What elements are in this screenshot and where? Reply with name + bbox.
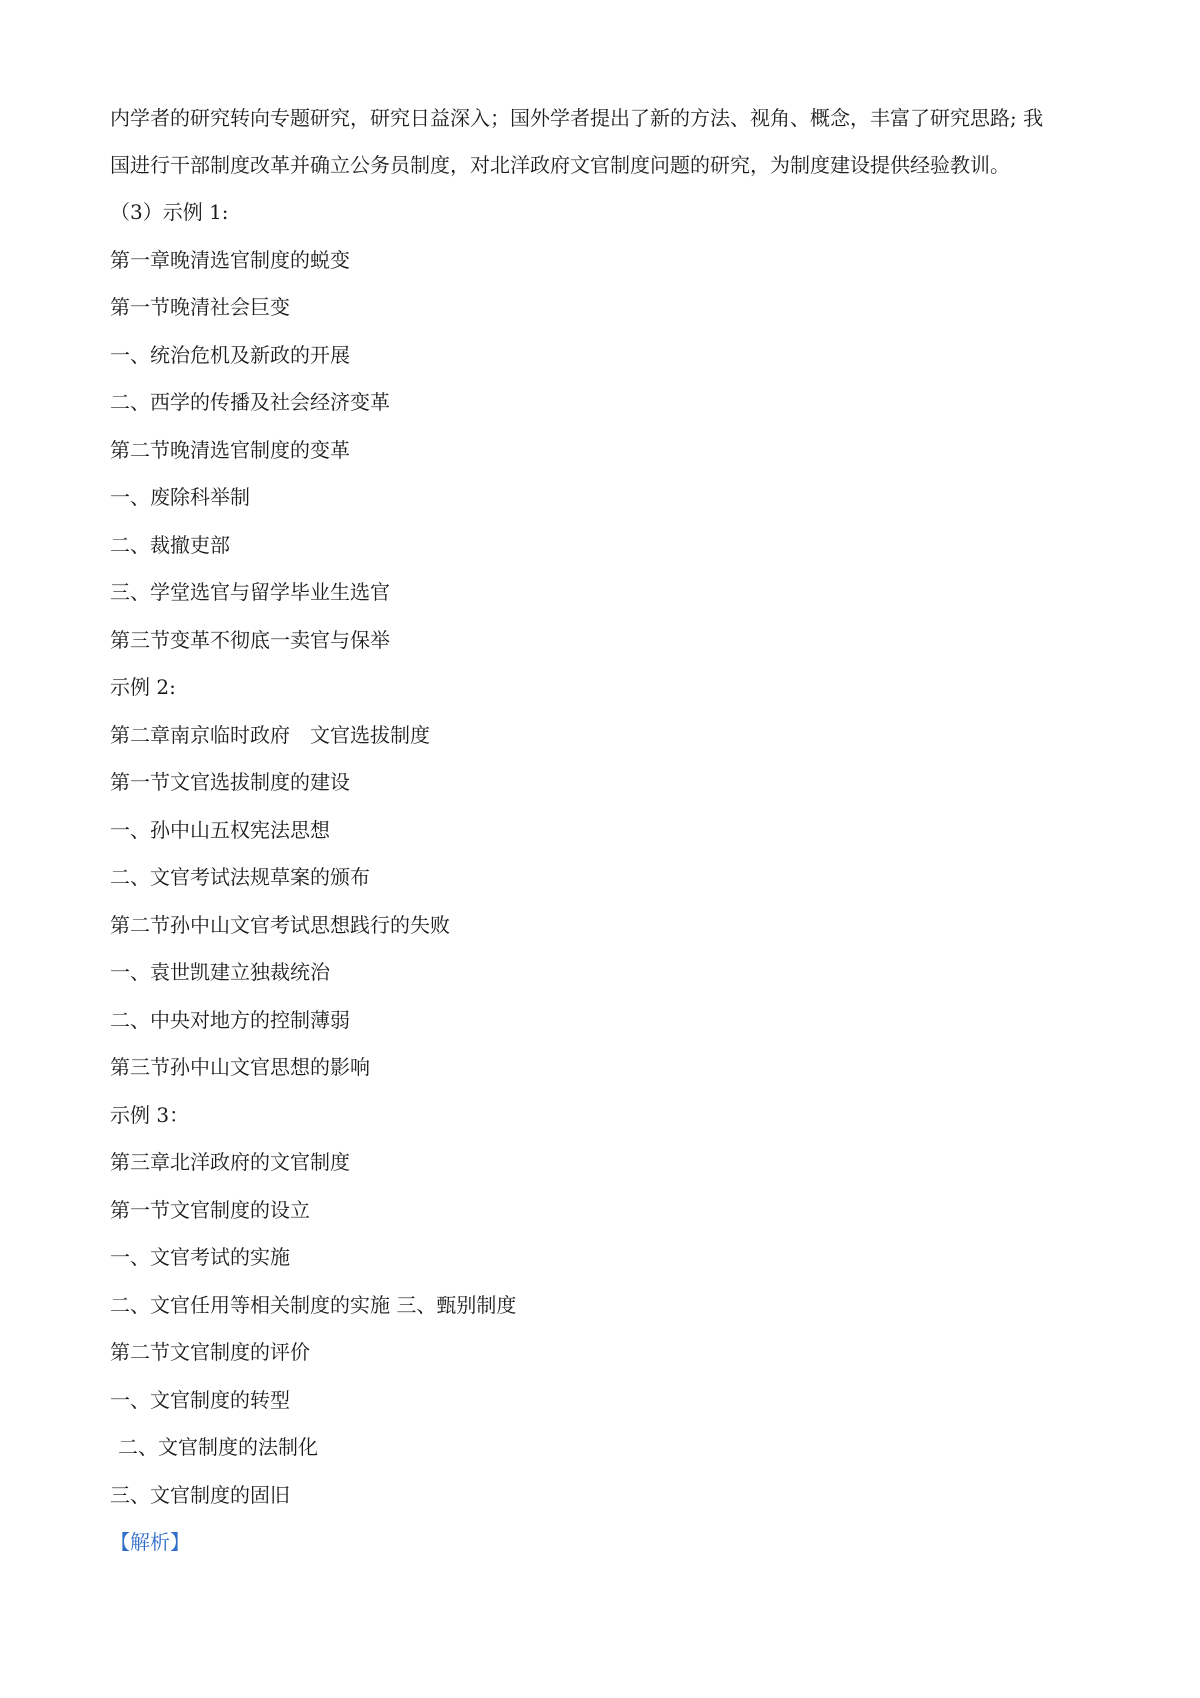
subsection-item: 二、文官任用等相关制度的实施 三、甄别制度: [110, 1292, 517, 1317]
section-title: 第一节晚清社会巨变: [110, 295, 290, 319]
subsection-item: 一、文官制度的转型: [110, 1387, 290, 1412]
chapter-title: 第三章北洋政府的文官制度: [110, 1150, 350, 1174]
section-title: 第二节孙中山文官考试思想践行的失败: [110, 912, 450, 937]
intro-line-1: 内学者的研究转向专题研究，研究日益深入；国外学者提出了新的方法、视角、概念，丰富了研究思路; 我: [110, 106, 1044, 130]
analysis-heading: 【解析】: [110, 1530, 190, 1554]
subsection-item: 一、统治危机及新政的开展: [110, 342, 350, 367]
chapter-title: 第二章南京临时政府 文官选拔制度: [110, 722, 430, 747]
section-title: 第三节变革不彻底一卖官与保举: [110, 627, 390, 652]
section-title: 第三节孙中山文官思想的影响: [110, 1055, 370, 1079]
subsection-item: 三、学堂选官与留学毕业生选官: [110, 580, 390, 604]
subsection-item: 一、废除科举制: [110, 485, 250, 509]
subsection-item: 二、中央对地方的控制薄弱: [110, 1007, 350, 1032]
example3-label: 示例 3：: [110, 1102, 190, 1127]
subsection-item: 二、文官制度的法制化: [118, 1435, 318, 1459]
subsection-item: 二、裁撤吏部: [110, 532, 230, 557]
subsection-item: 二、文官考试法规草案的颁布: [110, 865, 370, 889]
section-title: 第二节文官制度的评价: [110, 1340, 310, 1364]
document-page: [110, 95, 1110, 1567]
subsection-item: 一、袁世凯建立独裁统治: [110, 960, 330, 984]
example2-label: 示例 2:: [110, 675, 176, 699]
intro-line-2: 国进行干部制度改革并确立公务员制度，对北洋政府文官制度问题的研究，为制度建设提供经验教训。: [110, 153, 1010, 177]
section-title: 第二节晚清选官制度的变革: [110, 437, 350, 462]
section-title: 第一节文官制度的设立: [110, 1197, 310, 1222]
example1-label: （3）示例 1:: [110, 200, 229, 224]
subsection-item: 一、文官考试的实施: [110, 1245, 290, 1269]
subsection-item: 二、西学的传播及社会经济变革: [110, 390, 390, 414]
chapter-title: 第一章晚清选官制度的蜕变: [110, 247, 350, 272]
section-title: 第一节文官选拔制度的建设: [110, 770, 350, 794]
subsection-item: 三、文官制度的固旧: [110, 1482, 290, 1507]
subsection-item: 一、孙中山五权宪法思想: [110, 817, 330, 842]
